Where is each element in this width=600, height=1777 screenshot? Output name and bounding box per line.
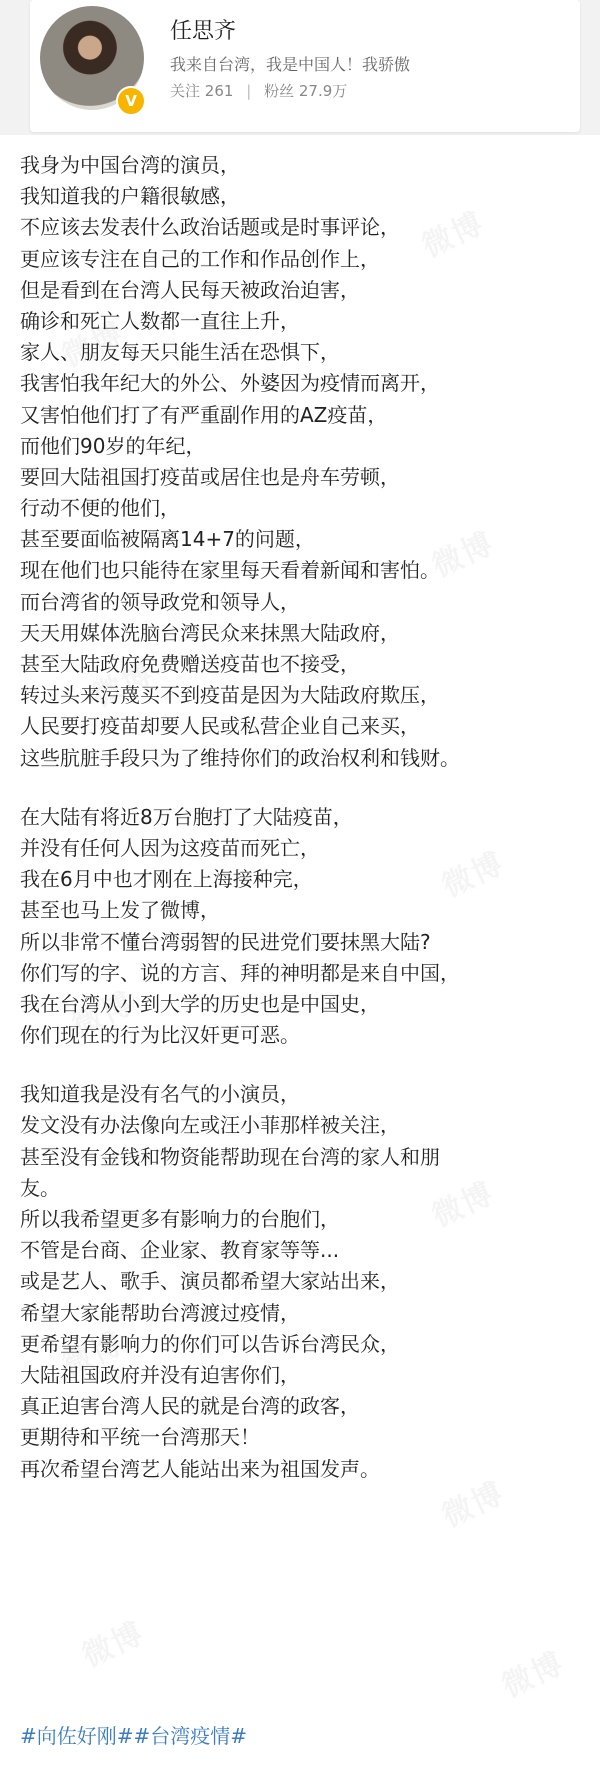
- post-text-line: 而他们90岁的年纪，: [20, 433, 206, 458]
- post-text-line: 我知道我是没有名气的小演员，: [20, 1082, 300, 1107]
- post-text-line: 我在台湾从小到大学的历史也是中国史，: [20, 991, 380, 1016]
- post-text-line: 友。: [20, 1175, 60, 1200]
- post-paragraph: [20, 1079, 580, 1484]
- post-body: [20, 150, 580, 1513]
- hashtag-row: [20, 1720, 247, 1749]
- post-text-line: 转过头来污蔑买不到疫苗是因为大陆政府欺压，: [20, 683, 440, 708]
- post-text-line: 确诊和死亡人数都一直往上升，: [20, 308, 300, 333]
- profile-stats: [170, 80, 347, 101]
- post-text-line: 又害怕他们打了有严重副作用的AZ疫苗，: [20, 402, 388, 427]
- post-text-line: 但是看到在台湾人民每天被政治迫害，: [20, 277, 360, 302]
- post-text-line: 再次希望台湾艺人能站出来为祖国发声。: [20, 1456, 380, 1481]
- post-text-line: 你们现在的行为比汉奸更可恶。: [20, 1023, 300, 1048]
- post-text-line: 不管是台商、企业家、教育家等等...: [20, 1238, 340, 1263]
- post-text-line: 我害怕我年纪大的外公、外婆因为疫情而离开，: [20, 371, 440, 396]
- follow-label[interactable]: 关注: [170, 82, 201, 100]
- profile-name[interactable]: 任思齐: [170, 19, 237, 44]
- post-text-line: 希望大家能帮助台湾渡过疫情，: [20, 1300, 300, 1325]
- post-text-line: 我知道我的户籍很敏感，: [20, 184, 240, 209]
- post-text-line: 行动不便的他们，: [20, 496, 180, 521]
- post-text-line: 我身为中国台湾的演员，: [20, 153, 240, 177]
- weibo-watermark: [74, 1609, 151, 1676]
- post-text-line: 甚至没有金钱和物资能帮助现在台湾的家人和朋: [20, 1144, 440, 1169]
- post-text-line: 甚至要面临被隔离14+7的问题，: [20, 527, 315, 552]
- hashtag-link[interactable]: #台湾疫情#: [133, 1724, 248, 1748]
- follow-count[interactable]: 261: [204, 82, 234, 100]
- post-text-line: 甚至也马上发了微博，: [20, 898, 220, 923]
- post-text-line: 我在6月中也才刚在上海接种完，: [20, 867, 313, 892]
- post-text-line: 家人、朋友每天只能生活在恐惧下，: [20, 340, 340, 365]
- profile-card[interactable]: [30, 0, 580, 132]
- post-text-line: 大陆祖国政府并没有迫害你们，: [20, 1362, 300, 1387]
- post-text-line: 你们写的字、说的方言、拜的神明都是来自中国，: [20, 960, 460, 985]
- post-text-line: 天天用媒体洗脑台湾民众来抹黑大陆政府，: [20, 620, 400, 645]
- verified-badge-icon: V: [116, 86, 146, 116]
- post-text-line: 要回大陆祖国打疫苗或居住也是舟车劳顿，: [20, 464, 400, 489]
- post-text-line: 更希望有影响力的你们可以告诉台湾民众，: [20, 1331, 400, 1356]
- post-text-line: 在大陆有将近8万台胞打了大陆疫苗，: [20, 804, 353, 829]
- post-paragraph: [20, 802, 580, 1052]
- post-text-line: 所以非常不懂台湾弱智的民进党们要抹黑大陆?: [20, 929, 431, 954]
- post-text-line: 更期待和平统一台湾那天！: [20, 1425, 260, 1450]
- post-text-line: 不应该去发表什么政治话题或是时事评论，: [20, 215, 400, 240]
- fans-label[interactable]: 粉丝: [264, 82, 295, 100]
- weibo-watermark: [494, 1639, 571, 1706]
- post-text-line: 并没有任何人因为这疫苗而死亡，: [20, 835, 320, 860]
- post-text-line: 或是艺人、歌手、演员都希望大家站出来，: [20, 1269, 400, 1294]
- fans-count[interactable]: 27.9万: [298, 82, 348, 100]
- post-text-line: 而台湾省的领导政党和领导人，: [20, 589, 300, 614]
- post-text-line: 人民要打疫苗却要人民或私营企业自己来买，: [20, 714, 420, 739]
- post-text-line: 甚至大陆政府免费赠送疫苗也不接受，: [20, 652, 360, 676]
- post-text-line: 更应该专注在自己的工作和作品创作上，: [20, 246, 380, 271]
- stats-divider: |: [246, 82, 252, 100]
- post-text-line: 发文没有办法像向左或汪小菲那样被关注，: [20, 1113, 400, 1138]
- post-paragraph: [20, 150, 580, 774]
- post-text-line: 真正迫害台湾人民的就是台湾的政客，: [20, 1394, 360, 1419]
- post-text-line: 这些肮脏手段只为了维持你们的政治权利和钱财。: [20, 745, 460, 770]
- post-text-line: 所以我希望更多有影响力的台胞们，: [20, 1207, 340, 1231]
- post-text-line: 现在他们也只能待在家里每天看着新闻和害怕。: [20, 558, 440, 583]
- profile-bio: 我来自台湾，我是中国人！我骄傲: [170, 55, 411, 74]
- hashtag-link[interactable]: #向佐好刚#: [20, 1724, 134, 1748]
